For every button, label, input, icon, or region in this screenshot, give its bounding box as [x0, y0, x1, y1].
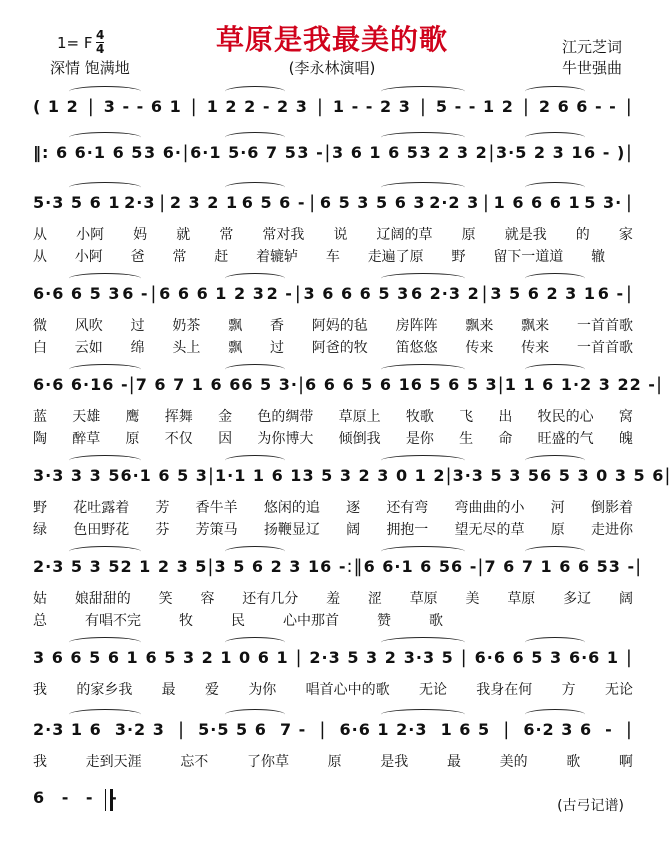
note-group: 6 5 3 2 1 0 6 1 [145, 647, 289, 667]
lyric-word: 娘甜甜的 [74, 591, 131, 607]
slur-mark [525, 132, 585, 143]
note-group: 2 - [266, 283, 293, 303]
note-group: 3 5 3 2 3 0 1 2 [302, 465, 446, 485]
lyric-word: 原 [327, 754, 342, 770]
lyric-word: 的 [575, 227, 590, 243]
lyric-word: 家 [618, 227, 633, 243]
lyric-word: 出 [498, 409, 513, 425]
barline: | [87, 95, 95, 117]
lyric-word: 心中那首 [283, 613, 339, 629]
lyric-word: 香 [269, 318, 284, 334]
lyric-word: 魄 [618, 431, 633, 447]
slur-mark [69, 364, 141, 375]
slur-mark [225, 182, 285, 193]
lyric-word: 阔 [618, 591, 633, 607]
lyric-word: 过 [130, 318, 145, 334]
lyric-word: 悠闲的追 [263, 500, 320, 516]
lyric-word: 最 [161, 682, 176, 698]
lyric-word: 飘 [228, 318, 243, 334]
note-group: 3 - [608, 556, 636, 576]
note-group: ( 1 2 [33, 96, 79, 116]
lyric-word: 生 [459, 431, 474, 447]
lyric-word: 草原 [409, 591, 438, 607]
lyric-word: 了你草 [246, 754, 289, 770]
lyric-word: 白 [33, 340, 47, 356]
barline: | [177, 718, 186, 740]
lyric-row [33, 519, 633, 539]
lyric-word: 飘来 [521, 318, 550, 334]
barline: | [316, 95, 324, 117]
lyric-row [33, 610, 633, 630]
lyric-row [33, 406, 633, 426]
lyric-word: 色田野花 [73, 522, 130, 538]
lyric-word: 歌 [566, 754, 581, 770]
slur-mark [381, 364, 465, 375]
lyric-word: 忘不 [180, 754, 209, 770]
lyric-word: 羞 [326, 591, 341, 607]
slur-mark [69, 132, 141, 143]
lyric-word: 从 [33, 249, 47, 265]
lyric-word: 就 [176, 227, 191, 243]
lyric-row [33, 428, 633, 448]
lyric-word: 一首首歌 [576, 340, 633, 356]
note-group: 2·3 5 3 2 [309, 647, 397, 667]
lyric-row [33, 679, 633, 699]
lyric-word: 扬鞭显辽 [263, 522, 320, 538]
lyric-word: 芳 [155, 500, 170, 516]
barline: | [503, 718, 511, 740]
lyric-word: 草原 [507, 591, 536, 607]
note-group: 3 6 6 5 6 1 [33, 647, 139, 667]
note-group: 3 - [297, 142, 324, 162]
lyric-word: 是你 [405, 431, 434, 447]
lyric-word: 有唱不完 [85, 613, 141, 629]
slur-mark [69, 455, 141, 466]
note-group: 7 6 7 1 6 6 5 [484, 556, 609, 576]
note-group: 6 5 6 - [241, 192, 306, 212]
barline: | [625, 95, 633, 117]
lyric-word: 原 [550, 522, 565, 538]
note-group: 6 5 3 5 6 3 [319, 192, 426, 212]
lyric-word: 绿 [33, 522, 47, 538]
lyric-word: 容 [200, 591, 215, 607]
note-group: 5 - - 1 2 [435, 96, 514, 116]
barline: | [522, 95, 530, 117]
lyric-word: 辙 [591, 249, 606, 265]
lyric-word: 民 [231, 613, 245, 629]
lyric-word: 窝 [618, 409, 633, 425]
slur-mark [525, 273, 585, 284]
slur-mark [225, 364, 285, 375]
note-group: 3 5 6 2 3 1 [490, 283, 596, 303]
note-group: 6·6 1 [568, 647, 619, 667]
time-signature [96, 30, 104, 55]
lyric-word: 花吐露着 [73, 500, 130, 516]
lyric-word: 陶 [33, 431, 47, 447]
note-group: 6 6 6 5 6 1 [305, 374, 411, 394]
lyric-word: 为你 [248, 682, 277, 698]
barline: | [664, 464, 671, 486]
barline: | [150, 282, 158, 304]
singer-credit: (李永林演唱) [288, 59, 376, 77]
lyric-word: 走进你 [590, 522, 633, 538]
lyric-word: 美 [465, 591, 480, 607]
notation-row [33, 281, 633, 305]
lyric-word: 旺盛的气 [537, 431, 594, 447]
slur-mark [225, 546, 285, 557]
lyric-word: 无论 [604, 682, 633, 698]
lyric-word: 爸 [130, 249, 145, 265]
lyric-word: 无论 [418, 682, 447, 698]
lyric-word: 总 [33, 613, 47, 629]
lyric-word: 飞 [459, 409, 474, 425]
lyric-word: 从 [33, 227, 47, 243]
lyric-word: 金 [218, 409, 233, 425]
barline: | [324, 141, 332, 163]
lyric-word: 头上 [172, 340, 201, 356]
lyric-word: 野 [33, 500, 47, 516]
note-group: 3·3 5 [403, 647, 454, 667]
lyric-word: 绵 [130, 340, 145, 356]
barline: :‖ [346, 555, 364, 577]
note-group: 5 3· [584, 192, 623, 212]
slur-mark [69, 273, 141, 284]
lyric-word: 笑 [158, 591, 173, 607]
lyric-word: 阿爸的牧 [311, 340, 368, 356]
note-group: 6 6·1 6 5 [363, 556, 452, 576]
lyric-word: 弯曲曲的小 [454, 500, 525, 516]
lyric-word: 涩 [367, 591, 382, 607]
slur-mark [381, 709, 465, 720]
notation-row [33, 140, 633, 164]
lyric-word: 挥舞 [164, 409, 193, 425]
note-group: 6 5 3 0 3 5 6 [540, 465, 665, 485]
slur-mark [381, 182, 465, 193]
note-group: 6 - ) [584, 142, 626, 162]
note-group: 7 6 7 1 6 6 [135, 374, 242, 394]
lyric-word: 牧 [179, 613, 193, 629]
lyric-row [33, 246, 633, 266]
note-group: 2 6 6 - - [538, 96, 617, 116]
lyric-word: 还有弯 [386, 500, 429, 516]
note-group: 3·3 5 3 5 [452, 465, 541, 485]
lyric-word: 拥抱一 [386, 522, 429, 538]
lyric-word: 原 [125, 431, 140, 447]
lyric-word: 飘 [228, 340, 243, 356]
barline: | [625, 718, 633, 740]
lyric-word: 唱首心中的歌 [305, 682, 390, 698]
lyric-row [33, 497, 633, 517]
slur-mark [69, 182, 141, 193]
barline: | [635, 555, 643, 577]
lyric-word: 草原上 [338, 409, 381, 425]
transcriber-credit: (古弓记谱) [557, 798, 624, 814]
barline: | [481, 282, 489, 304]
lyric-word: 风吹 [74, 318, 103, 334]
slur-mark [381, 455, 465, 466]
tempo-marking: 深情 饱满地 [50, 59, 130, 77]
notation-row [33, 554, 643, 578]
note-group: 6·1 5·6 7 5 [190, 142, 297, 162]
note-group: 3 6· [144, 142, 182, 162]
lyric-word: 阔 [346, 522, 361, 538]
lyric-word: 小阿 [76, 227, 105, 243]
lyric-row [33, 315, 633, 335]
lyric-word: 牧民的心 [537, 409, 594, 425]
lyric-word: 姑 [33, 591, 47, 607]
barline: | [488, 141, 496, 163]
lyric-word: 常 [172, 249, 187, 265]
lyric-word: 传来 [521, 340, 550, 356]
lyric-word: 美的 [499, 754, 528, 770]
lyric-word: 赞 [377, 613, 391, 629]
lyric-word: 阿妈的毡 [311, 318, 368, 334]
note-group: 6 6 6 1 2 3 [159, 283, 265, 303]
note-group: - [605, 719, 613, 739]
lyric-word: 香牛羊 [195, 500, 238, 516]
lyric-word: 我 [33, 754, 47, 770]
note-group: 2·3 [124, 192, 156, 212]
note-group: 6·6 6 5 3 [33, 283, 121, 303]
slur-mark [225, 709, 285, 720]
lyric-row [33, 751, 633, 771]
lyric-word: 我 [33, 682, 47, 698]
lyric-word: 天雄 [72, 409, 101, 425]
lyric-word: 就是我 [504, 227, 547, 243]
note-group: 6 5 3· [241, 374, 298, 394]
note-group: 6·6 6 5 3 [474, 647, 563, 667]
lyric-word: 一首首歌 [576, 318, 633, 334]
notation-row [33, 463, 671, 487]
note-group: 5·3 5 6 1 [33, 192, 121, 212]
note-group: 2 - [629, 374, 656, 394]
lyric-word: 啊 [618, 754, 633, 770]
key-signature: 1= F [57, 34, 93, 52]
barline: | [319, 718, 327, 740]
note-group: 6 - [320, 556, 347, 576]
lyric-word: 妈 [133, 227, 148, 243]
barline: | [159, 191, 167, 213]
notation-row [33, 94, 633, 118]
lyric-word: 鹰 [125, 409, 140, 425]
barline: | [182, 141, 190, 163]
note-group: 1 2 2 - 2 3 [206, 96, 308, 116]
barline: | [625, 141, 633, 163]
note-group: 3 5 6 2 3 1 [214, 556, 321, 576]
slur-mark [225, 637, 285, 648]
note-group: 1 - - 2 3 [332, 96, 411, 116]
lyricist-credit: 江元芝词 [562, 38, 623, 56]
note-group: 6·6 1 2·3 [339, 719, 428, 739]
lyric-word: 因 [218, 431, 233, 447]
barline: | [294, 282, 302, 304]
lyric-word: 牧歌 [405, 409, 434, 425]
barline: | [207, 464, 215, 486]
lyric-word: 奶茶 [172, 318, 201, 334]
note-group: 2 3 2 1 [169, 192, 239, 212]
barline: | [419, 95, 427, 117]
barline: | [625, 282, 633, 304]
lyric-word: 不仅 [164, 431, 193, 447]
lyric-word: 还有几分 [242, 591, 299, 607]
final-barline [105, 789, 113, 811]
barline: | [295, 646, 303, 668]
barline: | [625, 646, 633, 668]
lyric-word: 传来 [465, 340, 494, 356]
lyric-word: 方 [561, 682, 576, 698]
note-group: 6·6 6·1 [33, 374, 103, 394]
note-group: 2·3 1 6 [33, 719, 102, 739]
slur-mark [69, 709, 141, 720]
lyric-word: 云如 [74, 340, 103, 356]
barline: | [625, 191, 633, 213]
lyric-word: 辽阔的草 [376, 227, 433, 243]
final-measure: 6 - - - [33, 788, 123, 807]
note-group: 6·1 6 5 3 [120, 465, 208, 485]
lyric-word: 最 [446, 754, 461, 770]
note-group: 6 - [102, 374, 129, 394]
barline: | [477, 555, 485, 577]
lyric-word: 微 [33, 318, 47, 334]
lyric-word: 蓝 [33, 409, 47, 425]
meter-top: 4 [96, 28, 105, 42]
lyric-word: 笛悠悠 [395, 340, 438, 356]
slur-mark [381, 546, 465, 557]
note-group: 1 1 6 1·2 3 2 [504, 374, 630, 394]
barline: | [460, 646, 468, 668]
slur-mark [525, 86, 585, 97]
lyric-word: 醉草 [72, 431, 101, 447]
notation-row [33, 190, 633, 214]
lyric-row [33, 337, 633, 357]
slur-mark [225, 273, 285, 284]
note-group: ‖: 6 6·1 6 5 [33, 142, 144, 162]
note-group: 1 6 6 6 1 [493, 192, 581, 212]
composer-credit: 牛世强曲 [562, 59, 623, 77]
lyric-word: 常对我 [262, 227, 305, 243]
lyric-word: 芳策马 [195, 522, 238, 538]
lyric-word: 倾倒我 [338, 431, 381, 447]
meter-bottom: 4 [96, 42, 105, 56]
lyric-word: 是我 [380, 754, 409, 770]
lyric-word: 野 [451, 249, 466, 265]
note-group: 2·3 5 3 5 [33, 556, 121, 576]
notation-row [33, 645, 633, 669]
note-group: 3 6 1 6 5 [331, 142, 419, 162]
lyric-word: 我身在何 [476, 682, 533, 698]
slur-mark [381, 86, 465, 97]
lyric-word: 过 [269, 340, 284, 356]
lyric-word: 小阿 [74, 249, 103, 265]
lyric-word: 命 [498, 431, 513, 447]
lyric-word: 爱 [204, 682, 219, 698]
lyric-word: 多辽 [563, 591, 592, 607]
note-group: 6 - [122, 283, 149, 303]
lyric-word: 留下一道道 [493, 249, 564, 265]
lyric-word: 原 [461, 227, 476, 243]
note-group: 1·1 1 6 1 [214, 465, 303, 485]
notation-row [33, 717, 633, 741]
slur-mark [525, 709, 585, 720]
slur-mark [525, 182, 585, 193]
lyric-word: 飘来 [465, 318, 494, 334]
note-group: 6 2·3 2 [410, 283, 480, 303]
lyric-word: 说 [333, 227, 348, 243]
lyric-word: 芬 [155, 522, 170, 538]
barline: | [309, 191, 317, 213]
barline: | [482, 191, 490, 213]
note-group: 5·5 5 6 [198, 719, 267, 739]
lyric-row [33, 224, 633, 244]
note-group: 1 6 5 [440, 719, 491, 739]
note-group: 3 2 3 2 [419, 142, 488, 162]
notation-row [33, 372, 664, 396]
song-title: 草原是我最美的歌 [215, 23, 448, 56]
slur-mark [381, 132, 465, 143]
barline: | [128, 373, 136, 395]
slur-mark [525, 455, 585, 466]
lyric-word: 车 [325, 249, 340, 265]
note-group: 3 6 6 6 5 3 [303, 283, 410, 303]
lyric-word: 歌 [429, 613, 443, 629]
lyric-word: 常 [219, 227, 234, 243]
note-group: 2 1 2 3 5 [120, 556, 208, 576]
barline: | [190, 95, 198, 117]
slur-mark [69, 86, 141, 97]
barline: | [297, 373, 306, 395]
note-group: 3·5 2 3 1 [496, 142, 584, 162]
lyric-word: 倒影着 [590, 500, 633, 516]
slur-mark [381, 273, 465, 284]
note-group: 3 - - 6 1 [103, 96, 182, 116]
barline: | [655, 373, 664, 395]
note-group: 2·2 3 [429, 192, 480, 212]
lyric-word: 走遍了原 [367, 249, 424, 265]
note-group: 3·2 3 [114, 719, 165, 739]
note-group: 6·2 3 6 [523, 719, 593, 739]
barline: | [207, 555, 215, 577]
barline: | [497, 373, 505, 395]
note-group: 6 5 6 5 3 [410, 374, 498, 394]
lyric-word: 为你博大 [257, 431, 314, 447]
slur-mark [525, 364, 585, 375]
slur-mark [225, 86, 285, 97]
lyric-word: 房阵阵 [395, 318, 438, 334]
lyric-word: 走到天涯 [85, 754, 142, 770]
note-group: 6 - [451, 556, 478, 576]
barline: | [445, 464, 453, 486]
slur-mark [525, 637, 585, 648]
slur-mark [225, 132, 285, 143]
slur-mark [225, 455, 285, 466]
slur-mark [69, 637, 141, 648]
slur-mark [525, 546, 585, 557]
note-group: 7 - [279, 719, 307, 739]
lyric-word: 色的绸带 [257, 409, 314, 425]
lyric-word: 望无尽的草 [454, 522, 525, 538]
lyric-word: 逐 [346, 500, 361, 516]
lyric-word: 的家乡我 [76, 682, 133, 698]
slur-mark [69, 546, 141, 557]
lyric-word: 河 [550, 500, 565, 516]
lyric-row [33, 588, 633, 608]
slur-mark [381, 637, 465, 648]
lyric-word: 着辘轳 [256, 249, 299, 265]
lyric-word: 赶 [214, 249, 229, 265]
note-group: 6 - [597, 283, 625, 303]
note-group: 3·3 3 3 5 [33, 465, 121, 485]
